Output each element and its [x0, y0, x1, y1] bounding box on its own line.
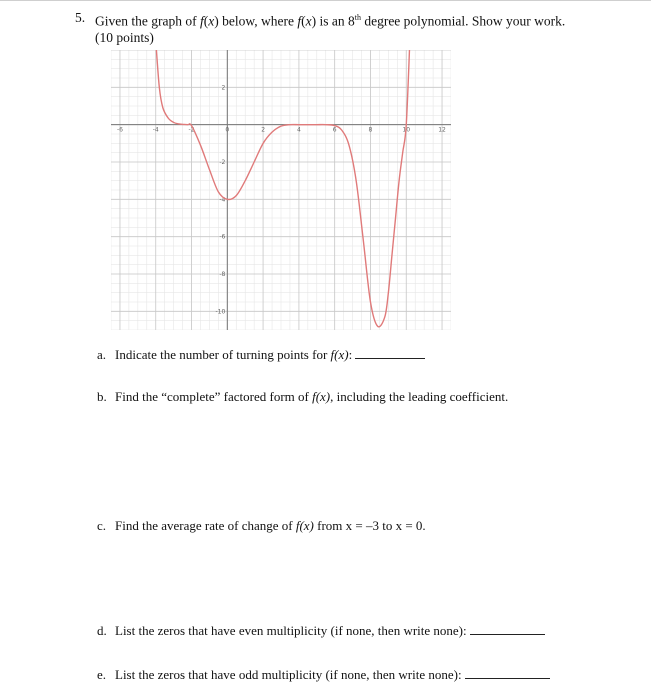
part-a-fx: f(x) — [330, 347, 349, 362]
part-e-letter: e. — [97, 667, 107, 682]
y-tick-label: -2 — [219, 159, 226, 166]
part-e-text: List the zeros that have odd multiplicity (if none, then write none): — [115, 667, 462, 682]
question-number: 5. — [75, 10, 86, 25]
x-tick-label: -6 — [116, 126, 123, 134]
part-b-post: , including the leading coefficient. — [330, 389, 509, 404]
part-d — [97, 622, 545, 639]
x-tick-label: 0 — [225, 126, 230, 134]
x-tick-label: -2 — [188, 126, 195, 134]
part-b — [97, 389, 508, 405]
x-tick-label: 6 — [332, 126, 337, 134]
part-e — [97, 666, 550, 683]
part-a-pre: Indicate the number of turning points for — [115, 347, 331, 362]
part-a — [97, 346, 425, 363]
part-e-answer-blank[interactable] — [465, 666, 550, 679]
question-prompt — [95, 10, 635, 46]
part-c-fx: f(x) — [295, 518, 314, 533]
page-top-rule — [0, 0, 651, 1]
curve-group — [154, 50, 413, 327]
part-a-answer-blank[interactable] — [355, 346, 425, 359]
part-b-fx: f(x) — [312, 389, 331, 404]
y-tick-label: 2 — [221, 84, 226, 92]
minor-grid — [111, 50, 451, 330]
part-d-text: List the zeros that have even multiplicity (if none, then write none): — [115, 623, 467, 638]
x-tick-label: 10 — [402, 126, 411, 134]
question-points: (10 points) — [95, 29, 154, 45]
polynomial-graph — [111, 50, 451, 330]
y-tick-label: -4 — [219, 196, 226, 204]
part-c-letter: c. — [97, 518, 107, 533]
y-tick-label: -6 — [219, 233, 226, 241]
series-line — [156, 50, 410, 327]
part-b-pre: Find the “complete” factored form of — [115, 389, 313, 404]
y-tick-label: -10 — [215, 308, 226, 316]
x-tick-label: 8 — [368, 126, 373, 134]
x-tick-label: 4 — [296, 126, 301, 134]
part-c-post: from x = –3 to x = 0. — [313, 518, 426, 533]
part-d-letter: d. — [97, 623, 107, 638]
part-c-pre: Find the average rate of change of — [115, 518, 296, 533]
part-b-letter: b. — [97, 389, 107, 404]
y-tick-label: -8 — [219, 271, 226, 278]
question-line-1: Given the graph of f(x) below, where f(x) is an 8th degree polynomial. Show your work. — [95, 13, 566, 29]
part-a-post: : — [348, 347, 353, 362]
x-tick-label: 2 — [261, 126, 266, 134]
x-tick-label: -4 — [152, 126, 159, 134]
part-d-answer-blank[interactable] — [470, 622, 545, 635]
part-c — [97, 518, 426, 534]
x-tick-label: 12 — [438, 126, 446, 134]
part-a-letter: a. — [97, 347, 107, 362]
